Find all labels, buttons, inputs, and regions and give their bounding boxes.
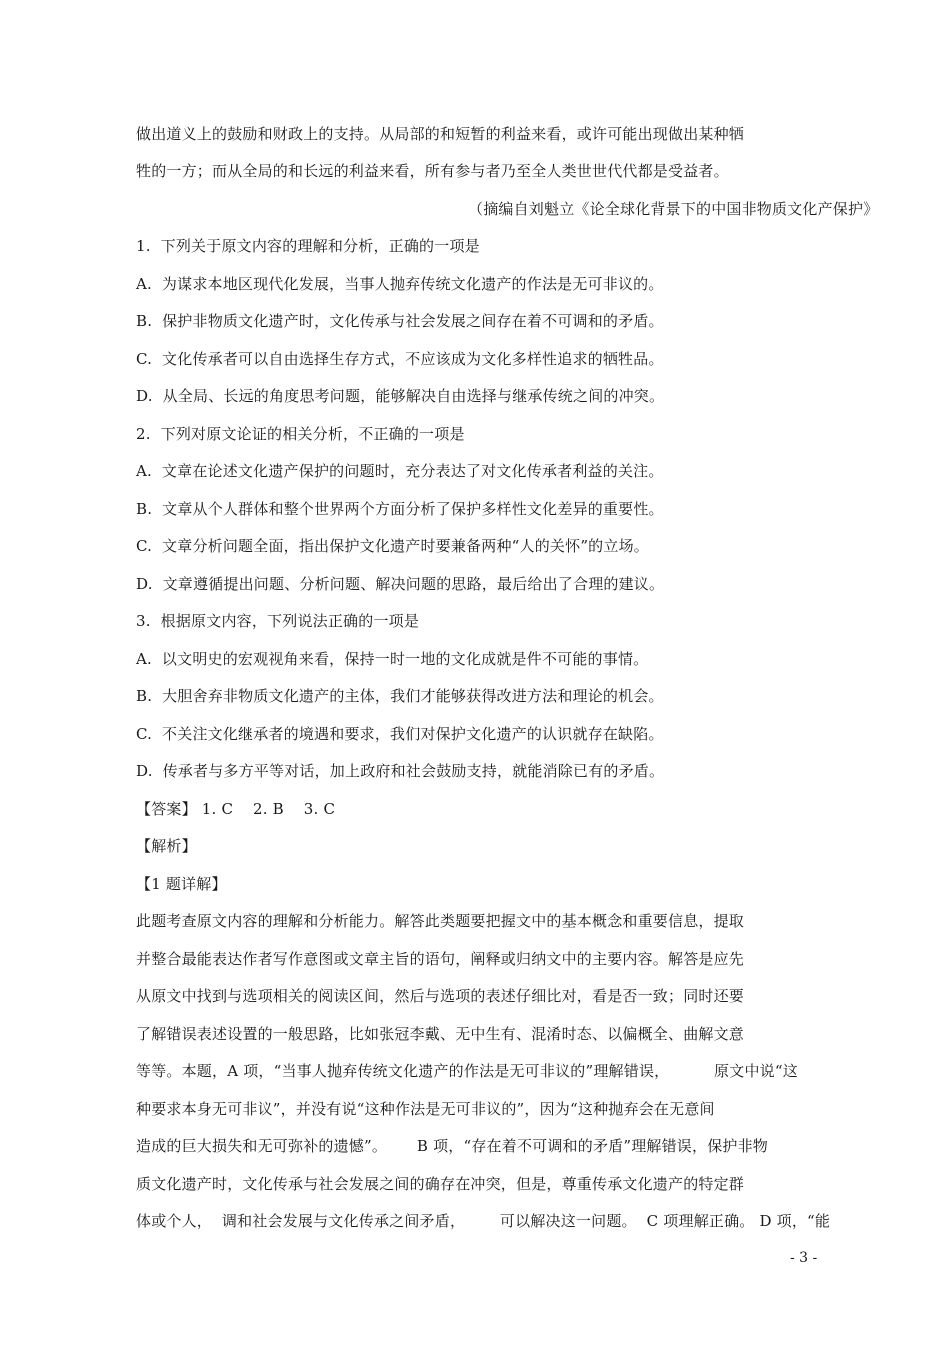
option-3d: D. 传承者与多方平等对话，加上政府和社会鼓励支持，就能消除已有的矛盾。 [136, 762, 665, 780]
analysis-line: 等等。本题，A 项，“当事人抛弃传统文化遗产的作法是无可非议的”理解错误， 原文中说“这 [136, 1062, 798, 1080]
analysis-line: 此题考查原文内容的理解和分析能力。解答此类题要把握文中的基本概念和重要信息，提取 [136, 912, 745, 930]
option-3b: B. 大胆舍弃非物质文化遗产的主体，我们才能够获得改进方法和理论的机会。 [136, 687, 664, 705]
question-3: 3. 根据原文内容，下列说法正确的一项是 [136, 612, 420, 630]
analysis-line: 体或个人， 调和社会发展与文化传承之间矛盾， 可以解决这一问题。 C 项理解正确。 D 项，“能 [136, 1212, 831, 1230]
option-2a: A. 文章在论述文化遗产保护的问题时，充分表达了对文化传承者利益的关注。 [136, 462, 664, 480]
detail-heading: 【1 题详解】 [136, 875, 227, 893]
answer-line: 【答案】 1. C 2. B 3. C [136, 800, 336, 818]
analysis-line: 质文化遗产时，文化传承与社会发展之间的确存在冲突，但是，尊重传承文化遗产的特定群 [136, 1175, 745, 1193]
paragraph-line: 做出道义上的鼓励和财政上的支持。从局部的和短暂的利益来看，或许可能出现做出某种牺 [136, 125, 745, 143]
citation: （摘编自刘魁立《论全球化背景下的中国非物质文化产保护》 [468, 200, 879, 218]
analysis-line: 并整合最能表达作者写作意图或文章主旨的语句，阐释或归纳文中的主要内容。解答是应先 [136, 950, 745, 968]
analysis-line: 种要求本身无可非议”，并没有说“这种作法是无可非议的”，因为“这种抛弃会在无意间 [136, 1100, 715, 1118]
page-number: - 3 - [790, 1250, 818, 1266]
analysis-line: 造成的巨大损失和无可弥补的遗憾”。 B 项，“存在着不可调和的矛盾”理解错误，保护非物 [136, 1137, 769, 1155]
option-2b: B. 文章从个人群体和整个世界两个方面分析了保护多样性文化差异的重要性。 [136, 500, 664, 518]
question-2: 2. 下列对原文论证的相关分析，不正确的一项是 [136, 425, 465, 443]
option-1d: D. 从全局、长远的角度思考问题，能够解决自由选择与继承传统之间的冲突。 [136, 387, 665, 405]
option-2c: C. 文章分析问题全面，指出保护文化遗产时要兼备两种“人的关怀”的立场。 [136, 537, 649, 555]
option-1a: A. 为谋求本地区现代化发展，当事人抛弃传统文化遗产的作法是无可非议的。 [136, 275, 664, 293]
option-3a: A. 以文明史的宏观视角来看，保持一时一地的文化成就是件不可能的事情。 [136, 650, 649, 668]
analysis-line: 了解错误表述设置的一般思路，比如张冠李戴、无中生有、混淆时态、以偏概全、曲解文意 [136, 1025, 745, 1043]
option-1b: B. 保护非物质文化遗产时，文化传承与社会发展之间存在着不可调和的矛盾。 [136, 312, 664, 330]
option-3c: C. 不关注文化继承者的境遇和要求，我们对保护文化遗产的认识就存在缺陷。 [136, 725, 664, 743]
option-2d: D. 文章遵循提出问题、分析问题、解决问题的思路，最后给出了合理的建议。 [136, 575, 665, 593]
option-1c: C. 文化传承者可以自由选择生存方式，不应该成为文化多样性追求的牺牲品。 [136, 350, 664, 368]
paragraph-line: 牲的一方；而从全局的和长远的利益来看，所有参与者乃至全人类世世代代都是受益者。 [136, 162, 729, 180]
analysis-heading: 【解析】 [136, 837, 197, 855]
question-1: 1. 下列关于原文内容的理解和分析，正确的一项是 [136, 237, 480, 255]
analysis-line: 从原文中找到与选项相关的阅读区间，然后与选项的表述仔细比对，看是否一致；同时还要 [136, 987, 745, 1005]
